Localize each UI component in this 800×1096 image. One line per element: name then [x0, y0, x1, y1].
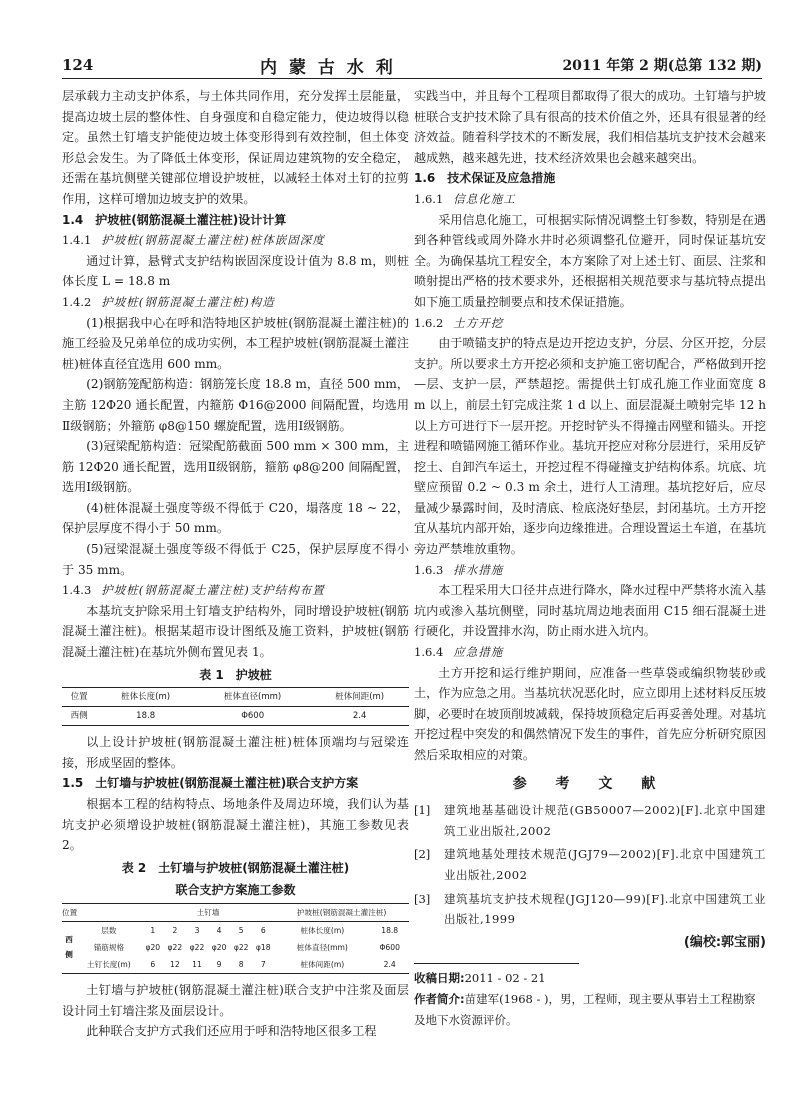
reference-text: 建筑地基处理技术规范(JGJ79—2002)[F].北京中国建筑工业出版社,2002 [444, 847, 766, 882]
section-1-6-heading: 1.6 技术保证及应急措施 [414, 171, 556, 186]
section-1-5-heading: 1.5 土钉墙与护坡桩(钢筋混凝土灌注桩)联合支护方案 [62, 776, 359, 791]
table-cell: φ20 [145, 942, 161, 952]
table-row [62, 921, 409, 939]
section-1-4-3-heading: 1.4.3 护坡桩(钢筋混凝土灌注桩)支护结构布置 [62, 583, 325, 598]
table-cell: 层数 [101, 925, 117, 935]
reference-number: [3] [414, 891, 431, 906]
list-item-1: (1)根据我中心在呼和浩特地区护坡桩(钢筋混凝土灌注桩)的施工经验及兄弟单位的成功实例，本工程护坡桩(钢筋混凝土灌注桩)桩体直径宜选用 600 mm。 [62, 315, 409, 371]
table-1 [62, 687, 409, 726]
table-cell: 5 [238, 925, 244, 935]
table-cell: Φ600 [379, 942, 400, 952]
list-item-5: (5)冠梁混凝土强度等级不得低于 C25，保护层厚度不得小于 35 mm。 [62, 542, 409, 577]
section-1-6-3-heading: 1.6.3 排水措施 [414, 562, 504, 577]
table-cell: 桩体间距(m) [300, 959, 345, 969]
table-header-cell: 桩体间距(m) [310, 688, 409, 707]
paragraph-1-5: 根据本工程的结构特点、场地条件及周边环境，我们认为基坑支护必须增设护坡桩(钢筋混凝土灌注桩)，其施工参数见表 2。 [62, 797, 409, 853]
reference-text: 建筑基坑支护技术规程(JGJ120—99)[F].北京中国建筑工业出版社,1999 [444, 891, 766, 927]
section-1-4-1-heading: 1.4.1 护坡桩(钢筋混凝土灌注桩)桩体嵌固深度 [62, 233, 325, 248]
paragraph-1-4-1: 通过计算，悬臂式支护结构嵌固深度设计值为 8.8 m，则桩体长度 L = 18.8 m [62, 253, 409, 289]
paragraph-1-6-4: 土方开挖和运行维护期间，应准备一些草袋或编织物装砂或土，作为应急之用。当基坑状况恶化时，应立即用上述材料反压坡脚，必要时在坡顶削坡减载，保持坡顶稳定后再妥善处理。对基坑开挖过程中突发的和偶然情况下发生的事件，首先应分析研究原因然后采取相应的对策。 [414, 665, 766, 762]
author-bio: 作者简介:苗建军(1968 - )，男，工程师，现主要从事岩土工程勘察及地下水资源评价。 [414, 991, 756, 1027]
reference-number: [2] [414, 847, 431, 862]
references-title: 参 考 文 献 [512, 775, 668, 792]
table-header-cell: 位置 [62, 903, 142, 921]
page-number: 124 [62, 56, 94, 74]
table-cell: 11 [192, 959, 202, 969]
issue-info: 2011 年第 2 期(总第 132 期) [562, 58, 762, 74]
reference-item [414, 889, 766, 930]
paragraph-1-6-3: 本工程采用大口径井点进行降水，降水过程中严禁将水流入基坑内或渗入基坑侧壁，同时基坑周边地表面用 C15 细石混凝土进行硬化，并设置排水沟，防止雨水进入坑内。 [414, 583, 766, 639]
table-cell: 2.4 [352, 711, 367, 722]
table-2-caption-line-1: 表 2 土钉墙与护坡桩(钢筋混凝土灌注桩) [121, 860, 350, 875]
section-1-4-2-heading: 1.4.2 护坡桩(钢筋混凝土灌注桩)构造 [62, 294, 275, 309]
left-column [62, 86, 409, 1042]
section-1-6-2-heading: 1.6.2 土方开挖 [414, 315, 504, 330]
table-cell: 18.8 [136, 711, 156, 722]
paragraph-after-table-1: 以上设计护坡桩(钢筋混凝土灌注桩)桩体顶端均与冠梁连接，形成坚固的整体。 [62, 735, 409, 770]
table-cell: 4 [216, 925, 222, 935]
table-row [62, 956, 409, 974]
list-item-3: (3)冠梁配筋构造：冠梁配筋截面 500 mm × 300 mm，主筋 12Φ20 通长配置，选用Ⅱ级钢筋，箍筋 φ8@200 间隔配置，选用Ⅰ级钢筋。 [62, 439, 409, 495]
table-cell: 锚筋规格 [93, 942, 125, 952]
table-row [62, 939, 409, 956]
paragraph-1-6-1: 采用信息化施工，可根据实际情况调整土钉参数，特别是在遇到各种管线或周外降水井时必须调整孔位避开，同时保证基坑安全。为确保基坑工程安全，本方案除了对上述土钉、面层、注浆和喷射提出严格的技术要求外，还根据相关规范要求与基坑特点提出如下施工质量控制要点和技术保证措施。 [414, 212, 766, 309]
table-header-cell: 位置 [62, 688, 96, 707]
list-item-4: (4)桩体混凝土强度等级不得低于 C20，塌落度 18 ~ 22，保护层厚度不得小于 50 mm。 [62, 500, 409, 536]
section-1-6-4-heading: 1.6.4 应急措施 [414, 645, 504, 660]
table-cell: 桩体长度(m) [300, 925, 345, 935]
table-cell: 1 [150, 925, 156, 935]
reference-item [414, 844, 766, 885]
reference-text: 建筑地基基础设计规范(GB50007—2002)[F].北京中国建筑工业出版社,2002 [444, 803, 766, 838]
table-row [62, 707, 409, 726]
table-cell: φ22 [233, 942, 249, 952]
table-cell: 6 [260, 925, 266, 935]
paragraph-last-left: 此种联合支护方式我们还应用于呼和浩特地区很多工程 [86, 1024, 377, 1039]
journal-title: 内 蒙 古 水 利 [260, 57, 396, 78]
paragraph-1-4-3: 本基坑支护除采用土钉墙支护结构外，同时增设护坡桩(钢筋混凝土灌注桩)。根据某超市设计图纸及施工资料，护坡桩(钢筋混凝土灌注桩)在基坑外侧布置见表 1。 [62, 603, 409, 660]
table-2-caption-line-2: 联合支护方案施工参数 [175, 883, 296, 898]
table-cell: 8 [238, 959, 244, 969]
table-cell: φ20 [211, 942, 227, 952]
table-cell: 桩体直径(mm) [296, 942, 348, 952]
paragraph-1-6-2: 由于喷锚支护的特点是边开挖边支护，分层、分区开挖，分层支护。所以要求土方开挖必须和支护施工密切配合，严格做到开挖—层、支护一层，严禁超挖。需提供土钉成孔施工作业面宽度 8 m 以上，前层土钉完成注浆 1 d 以上、面层混凝土喷射完毕 12 h 以上方可进行下一层开挖。开挖时铲头不得撞击网壁和锚头。开挖进程和喷锚网施工循环作业。基坑开挖应对称分层进行，采用反铲挖土、自卸汽车运土，开挖过程不得碰撞支护结构体系。坑底、坑壁应预留 0.2 ~ 0.3 m 余土，进行人工清理。基坑挖好后，应尽量减少暴露时间，及时清底、检底浇好垫层，封闭基坑。土方开挖宜从基坑内部开始，逐步向边缘推进。合理设置运土车道，在基坑旁边严禁堆放重物。 [414, 336, 766, 557]
table-cell: 3 [194, 925, 200, 935]
table-1-caption: 表 1 护坡桩 [199, 667, 272, 682]
table-header-cell: 桩体直径(mm) [195, 688, 310, 707]
table-header-cell: 桩体长度(m) [96, 688, 195, 707]
reference-item [414, 800, 766, 841]
page-header [62, 52, 762, 79]
table-cell: 9 [216, 959, 222, 969]
right-column [414, 86, 766, 1030]
intro-paragraph: 层承载力主动支护体系，与土体共同作用，充分发挥土层能量，提高边坡土层的整体性、自身强度和自稳定能力，使边坡得以稳定。虽然土钉墙支护能使边坡土体变形得到有效控制，但土体变形总会发生。为了降低土体变形，保证周边建筑物的安全稳定，还需在基坑侧壁关键部位增设护坡桩，以减轻土体对土钉的拉剪作用，这样可增加边坡支护的效果。 [62, 89, 409, 206]
list-item-2: (2)钢筋笼配筋构造：钢筋笼长度 18.8 m，直径 500 mm，主筋 12Φ20 通长配置，内箍筋 Φ16@2000 间隔配置，均选用Ⅱ级钢筋；外箍筋 φ8@150 螺旋配置，选用Ⅰ级钢筋。 [62, 377, 409, 433]
table-cell: φ18 [255, 942, 271, 952]
paragraph-after-table-2: 土钉墙与护坡桩(钢筋混凝土灌注桩)联合支护中注浆及面层设计同土钉墙注浆及面层设计。 [62, 982, 409, 1018]
table-cell: 7 [260, 959, 266, 969]
table-header-cell: 土钉墙 [142, 903, 275, 921]
table-cell: φ22 [167, 942, 183, 952]
table-cell: 12 [170, 959, 180, 969]
section-1-6-1-heading: 1.6.1 信息化施工 [414, 191, 516, 206]
editor-credit: (编校:郭宝丽) [683, 934, 766, 950]
table-side-cell: 西侧 [65, 935, 73, 960]
section-1-4-heading: 1.4 护坡桩(钢筋混凝土灌注桩)设计计算 [62, 212, 287, 227]
table-2 [62, 903, 409, 974]
table-cell: 2 [172, 925, 178, 935]
reference-number: [1] [414, 803, 431, 818]
table-cell: 2.4 [383, 959, 396, 969]
table-cell: φ22 [189, 942, 205, 952]
continuation-paragraph: 实践当中，并且每个工程项目都取得了很大的成功。土钉墙与护坡桩联合支护技术除了具有很高的技术价值之外，还具有很显著的经济效益。随着科学技术的不断发展，我们相信基坑支护技术会越来越成熟，越来越先进，技术经济效果也会越来越突出。 [414, 89, 766, 165]
table-cell: 土钉长度(m) [87, 959, 131, 969]
table-cell: 西侧 [70, 711, 88, 722]
table-header-cell: 护坡桩(钢筋混凝土灌注桩) [274, 903, 409, 921]
table-cell: Φ600 [241, 711, 265, 722]
received-date: 收稿日期:2011 - 02 - 21 [414, 971, 546, 986]
table-cell: 18.8 [381, 925, 399, 935]
table-cell: 6 [150, 959, 156, 969]
